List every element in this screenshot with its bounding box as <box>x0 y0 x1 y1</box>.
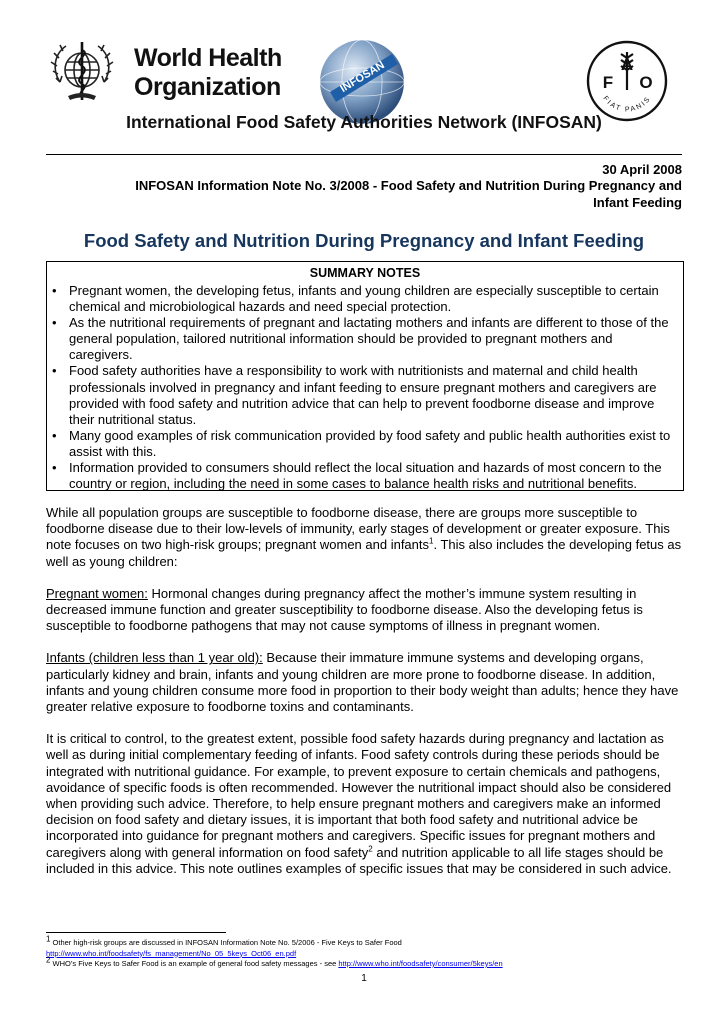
footnote-2-mark: 2 <box>46 955 51 965</box>
controls-paragraph <box>46 731 686 877</box>
summary-item: • As the nutritional requirements of pregnant and lactating mothers and infants are different to those of the general population, tailored nutritional information should be provided to pregnant mothers and caregivers. <box>47 315 683 363</box>
summary-heading: SUMMARY NOTES <box>309 266 421 280</box>
footnote-1-mark: 1 <box>46 934 51 944</box>
network-title: International Food Safety Authorities Network (INFOSAN) <box>126 112 602 132</box>
pregnant-women-paragraph <box>46 586 686 635</box>
intro-tail: . This also includes the developing fetus as well as young children: <box>46 537 682 569</box>
summary-box <box>46 261 684 491</box>
fao-letter-f: F <box>602 73 614 92</box>
footnote-1-link-row <box>46 949 686 960</box>
fao-logo <box>586 40 668 122</box>
who-name-line1: World Health <box>134 44 282 72</box>
infants-paragraph <box>46 650 686 715</box>
infosan-logo-text: INFOSAN <box>338 59 387 96</box>
footnote-divider <box>46 932 226 933</box>
summary-item: • Pregnant women, the developing fetus, infants and young children are especially susceptible to certain chemical and microbiological hazards and need special protection. <box>47 283 683 315</box>
summary-item: • Information provided to consumers should reflect the local situation and hazards of most concern to the country or region, including the need in some cases to balance health risks and nutritional benefits. <box>47 460 683 492</box>
footnote-2-text: WHO’s Five Keys to Safer Food is an example of general food safety messages - see <box>50 959 339 968</box>
footnote-2-link[interactable]: http://www.who.int/foodsafety/consumer/5keys/en <box>338 959 503 968</box>
fao-motto-text: FIAT PANIS <box>601 95 653 114</box>
footnote-2 <box>46 955 686 970</box>
controls-text: It is critical to control, to the greatest extent, possible food safety hazards during pregnancy and lactation as well as during initial complementary feeding of infants. Food safety controls during these periods should be integrated with nutritional guidance. For example, to prevent exposure to certain chemicals and pathogens, avoidance of specific foods is often recommended. However the nutritional impact should also be considered when providing such advice. Therefore, to help ensure pregnant mothers and caregivers make an informed decision on food safety and dietary issues, it is important that both food safety and nutritional advice be incorporated into guidance for pregnant mothers and caregivers. Specific issues for pregnant mothers and caregivers along with general information on food safety <box>46 731 672 860</box>
footnote-ref-1[interactable]: 1 <box>429 537 434 547</box>
infants-label: Infants (children less than 1 year old): <box>46 650 263 666</box>
page-number: 1 <box>361 973 367 984</box>
note-title-line2: Infant Feeding <box>593 195 682 210</box>
fao-motto <box>601 95 652 113</box>
pregnant-women-text: Hormonal changes during pregnancy affect the mother’s immune system resulting in decreased immune function and greater susceptibility to foodborne disease. Also the developing fetus is susceptible to foodborne pathogens that may not cause symptoms of illness in pregnant women. <box>46 585 643 634</box>
summary-item: • Many good examples of risk communication provided by food safety and public health authorities exist to assist with this. <box>47 428 683 460</box>
summary-list <box>47 283 683 492</box>
infants-text: Because their immature immune systems and developing organs, particularly kidney and brain, infants and young children are more prone to foodborne disease. In addition, infants and young children consume more food in proportion to their body weight than adults; hence they have greater relative exposure to foodborne toxins and contaminants. <box>46 650 679 715</box>
intro-paragraph <box>46 505 686 570</box>
document-title: Food Safety and Nutrition During Pregnancy and Infant Feeding <box>83 230 645 251</box>
note-title-line1: INFOSAN Information Note No. 3/2008 - Food Safety and Nutrition During Pregnancy and <box>135 178 682 193</box>
body-text <box>46 505 686 893</box>
footnotes <box>46 934 686 970</box>
footnote-1-link[interactable]: http://www.who.int/foodsafety/fs_management/No_05_5keys_Oct06_en.pdf <box>46 948 297 958</box>
pregnant-women-label: Pregnant women: <box>46 585 148 601</box>
who-emblem-icon <box>46 40 118 106</box>
note-title <box>46 177 682 211</box>
intro-text: While all population groups are susceptible to foodborne disease, there are groups more susceptible to foodborne disease due to their low-levels of immunity, early stages of development or greater exposure. This note focuses on two high-risk groups; pregnant women and infants <box>46 505 670 553</box>
header-divider <box>46 154 682 155</box>
who-name <box>134 44 282 102</box>
note-date: 30 April 2008 <box>602 162 682 177</box>
who-name-line2: Organization <box>134 73 281 101</box>
footnote-1 <box>46 934 686 949</box>
footnote-ref-2[interactable]: 2 <box>368 844 373 854</box>
fao-letter-a: A <box>620 55 634 74</box>
fao-letter-o: O <box>639 73 653 92</box>
who-logo <box>46 40 286 106</box>
footnote-1-text: Other high-risk groups are discussed in INFOSAN Information Note No. 5/2006 - Five Keys to Safer Food <box>50 938 402 947</box>
controls-tail: and nutrition applicable to all life stages should be included in this advice. This note outlines examples of specific issues that may be considered in such advice. <box>46 844 672 876</box>
summary-item: • Food safety authorities have a responsibility to work with nutritionists and maternal and child health professionals involved in pregnancy and infant feeding to ensure pregnant mothers and caregivers are provided with food safety and nutrition advice that can help to prevent foodborne disease and improve their nutritional status. <box>47 363 683 427</box>
